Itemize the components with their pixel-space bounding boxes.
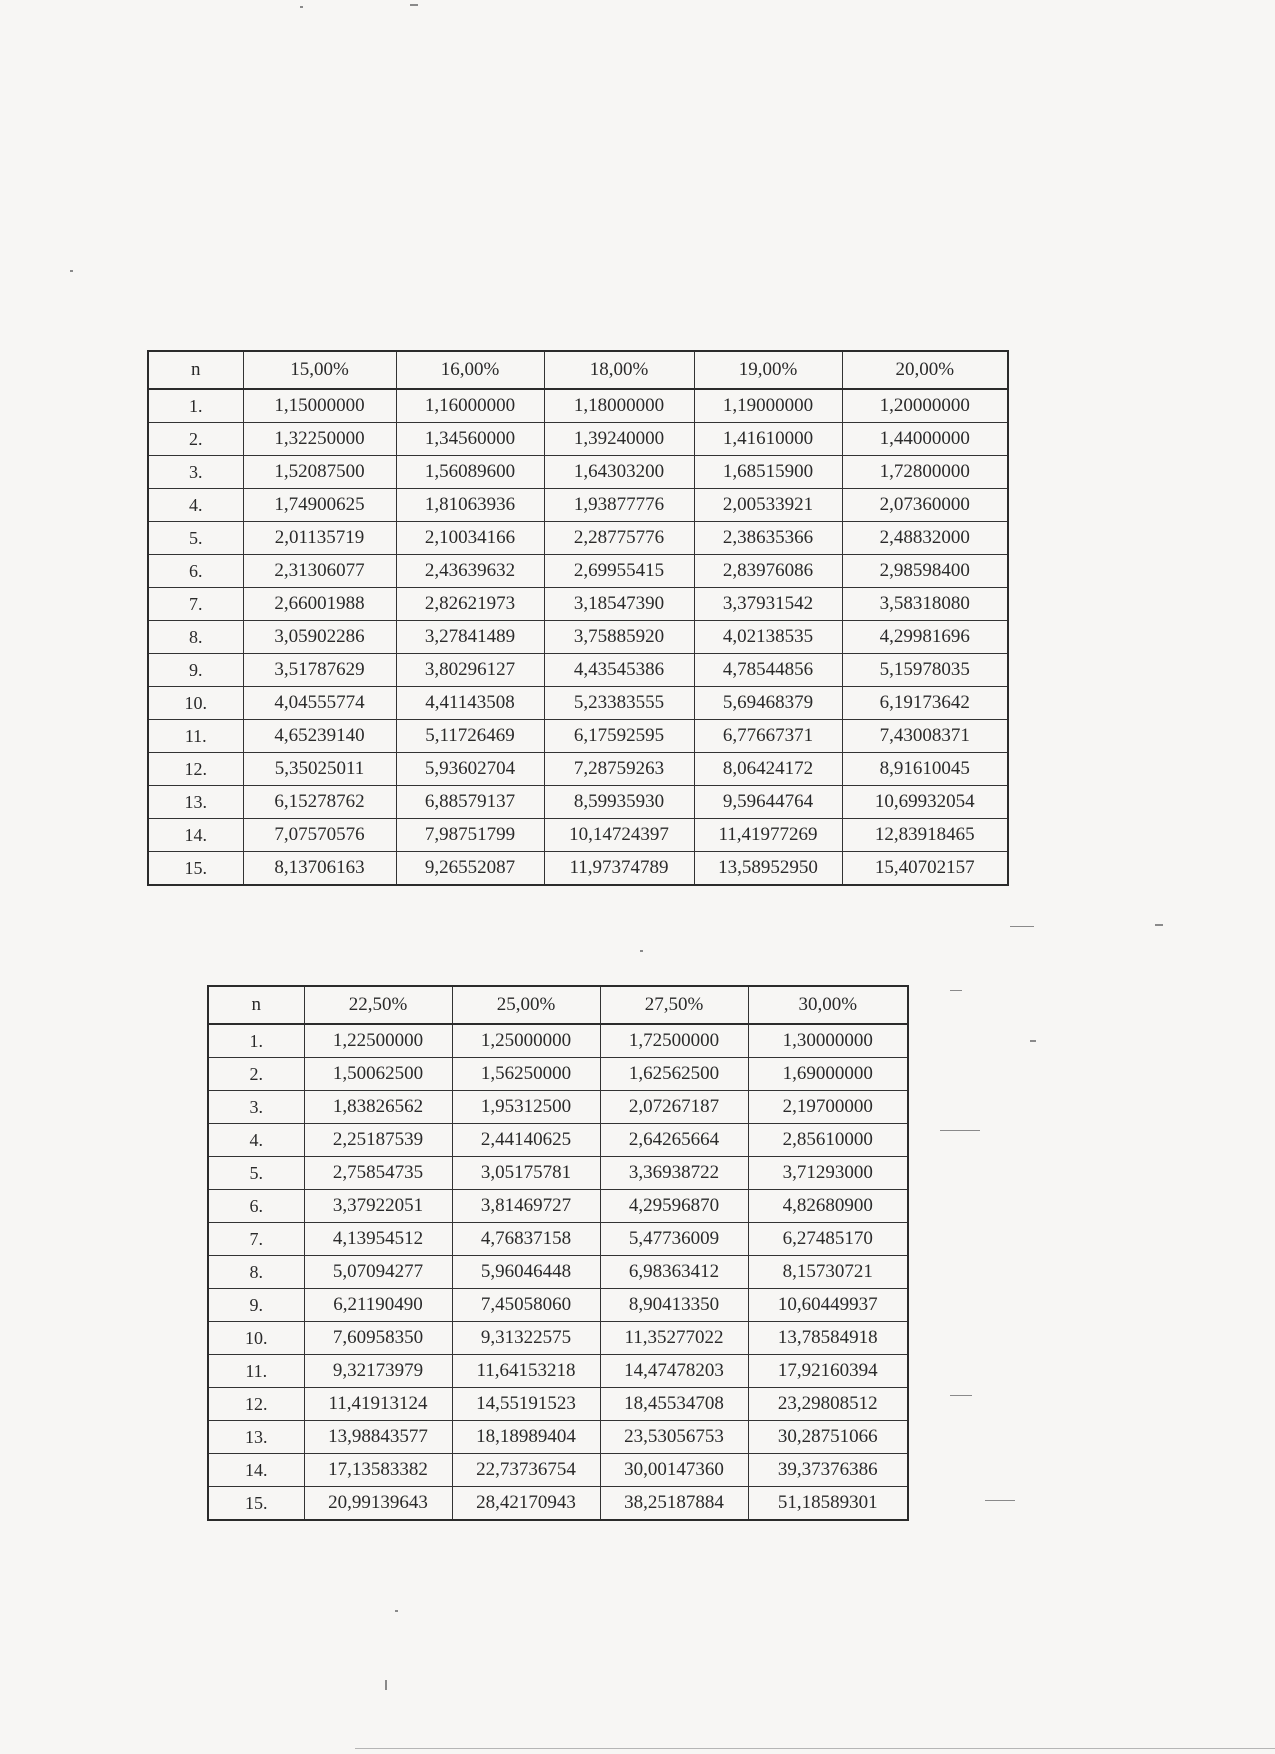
factor-cell: 1,83826562 bbox=[304, 1091, 452, 1124]
table-row bbox=[208, 1124, 908, 1157]
factor-cell: 2,98598400 bbox=[842, 555, 1008, 588]
factor-cell: 1,81063936 bbox=[396, 489, 544, 522]
table-row bbox=[208, 1024, 908, 1058]
factor-cell: 13,98843577 bbox=[304, 1421, 452, 1454]
period-cell: 8. bbox=[208, 1256, 304, 1289]
header-cell: 22,50% bbox=[304, 986, 452, 1024]
table-row bbox=[148, 389, 1008, 423]
factor-cell: 1,74900625 bbox=[243, 489, 396, 522]
factor-cell: 1,68515900 bbox=[694, 456, 842, 489]
factor-cell: 14,55191523 bbox=[452, 1388, 600, 1421]
period-cell: 7. bbox=[208, 1223, 304, 1256]
period-cell: 10. bbox=[208, 1322, 304, 1355]
factor-cell: 13,58952950 bbox=[694, 852, 842, 886]
factor-cell: 11,97374789 bbox=[544, 852, 694, 886]
factor-cell: 5,69468379 bbox=[694, 687, 842, 720]
factor-cell: 1,52087500 bbox=[243, 456, 396, 489]
compound-factor-table-2 bbox=[207, 985, 909, 1521]
factor-cell: 1,18000000 bbox=[544, 389, 694, 423]
factor-cell: 10,60449937 bbox=[748, 1289, 908, 1322]
header-cell: n bbox=[148, 351, 243, 389]
factor-cell: 2,66001988 bbox=[243, 588, 396, 621]
period-cell: 6. bbox=[148, 555, 243, 588]
factor-cell: 11,35277022 bbox=[600, 1322, 748, 1355]
factor-cell: 8,91610045 bbox=[842, 753, 1008, 786]
factor-cell: 4,78544856 bbox=[694, 654, 842, 687]
period-cell: 9. bbox=[148, 654, 243, 687]
factor-cell: 11,41913124 bbox=[304, 1388, 452, 1421]
table-row bbox=[148, 555, 1008, 588]
factor-cell: 1,72500000 bbox=[600, 1024, 748, 1058]
factor-cell: 3,81469727 bbox=[452, 1190, 600, 1223]
factor-cell: 3,51787629 bbox=[243, 654, 396, 687]
table-body bbox=[148, 389, 1008, 885]
factor-cell: 4,13954512 bbox=[304, 1223, 452, 1256]
factor-cell: 5,96046448 bbox=[452, 1256, 600, 1289]
factor-cell: 3,37931542 bbox=[694, 588, 842, 621]
factor-cell: 1,64303200 bbox=[544, 456, 694, 489]
factor-cell: 6,27485170 bbox=[748, 1223, 908, 1256]
factor-cell: 1,69000000 bbox=[748, 1058, 908, 1091]
table-header-row bbox=[208, 986, 908, 1024]
factor-cell: 4,82680900 bbox=[748, 1190, 908, 1223]
period-cell: 14. bbox=[148, 819, 243, 852]
period-cell: 5. bbox=[148, 522, 243, 555]
factor-cell: 3,71293000 bbox=[748, 1157, 908, 1190]
table-row bbox=[148, 621, 1008, 654]
factor-cell: 1,56089600 bbox=[396, 456, 544, 489]
table-row bbox=[148, 687, 1008, 720]
factor-cell: 2,85610000 bbox=[748, 1124, 908, 1157]
factor-cell: 3,80296127 bbox=[396, 654, 544, 687]
scan-speck bbox=[300, 6, 303, 8]
factor-cell: 3,05902286 bbox=[243, 621, 396, 654]
factor-cell: 5,47736009 bbox=[600, 1223, 748, 1256]
factor-cell: 4,29596870 bbox=[600, 1190, 748, 1223]
period-cell: 15. bbox=[148, 852, 243, 886]
header-cell: 27,50% bbox=[600, 986, 748, 1024]
header-cell: 15,00% bbox=[243, 351, 396, 389]
factor-cell: 51,18589301 bbox=[748, 1487, 908, 1521]
header-cell: 19,00% bbox=[694, 351, 842, 389]
period-cell: 2. bbox=[148, 423, 243, 456]
factor-cell: 17,13583382 bbox=[304, 1454, 452, 1487]
factor-cell: 1,72800000 bbox=[842, 456, 1008, 489]
period-cell: 11. bbox=[148, 720, 243, 753]
factor-cell: 3,18547390 bbox=[544, 588, 694, 621]
factor-cell: 3,58318080 bbox=[842, 588, 1008, 621]
factor-cell: 5,35025011 bbox=[243, 753, 396, 786]
table-body bbox=[208, 1024, 908, 1520]
factor-cell: 7,07570576 bbox=[243, 819, 396, 852]
period-cell: 8. bbox=[148, 621, 243, 654]
factor-cell: 2,25187539 bbox=[304, 1124, 452, 1157]
scan-speck bbox=[70, 270, 73, 272]
factor-cell: 1,30000000 bbox=[748, 1024, 908, 1058]
table-header-row bbox=[148, 351, 1008, 389]
table-row bbox=[208, 1223, 908, 1256]
table-row bbox=[148, 852, 1008, 886]
factor-cell: 5,07094277 bbox=[304, 1256, 452, 1289]
factor-cell: 1,44000000 bbox=[842, 423, 1008, 456]
table-row bbox=[208, 1058, 908, 1091]
factor-cell: 22,73736754 bbox=[452, 1454, 600, 1487]
factor-cell: 2,28775776 bbox=[544, 522, 694, 555]
header-cell: 20,00% bbox=[842, 351, 1008, 389]
period-cell: 13. bbox=[208, 1421, 304, 1454]
table-row bbox=[148, 786, 1008, 819]
factor-cell: 3,36938722 bbox=[600, 1157, 748, 1190]
factor-cell: 1,16000000 bbox=[396, 389, 544, 423]
factor-cell: 1,50062500 bbox=[304, 1058, 452, 1091]
factor-cell: 4,04555774 bbox=[243, 687, 396, 720]
factor-cell: 23,29808512 bbox=[748, 1388, 908, 1421]
table-row bbox=[148, 456, 1008, 489]
factor-cell: 1,22500000 bbox=[304, 1024, 452, 1058]
factor-cell: 30,00147360 bbox=[600, 1454, 748, 1487]
table-row bbox=[208, 1190, 908, 1223]
period-cell: 6. bbox=[208, 1190, 304, 1223]
factor-cell: 9,32173979 bbox=[304, 1355, 452, 1388]
scan-edge-line bbox=[355, 1748, 1275, 1749]
factor-cell: 1,62562500 bbox=[600, 1058, 748, 1091]
factor-cell: 1,15000000 bbox=[243, 389, 396, 423]
factor-cell: 8,90413350 bbox=[600, 1289, 748, 1322]
table-row bbox=[208, 1091, 908, 1124]
factor-cell: 4,29981696 bbox=[842, 621, 1008, 654]
table-row bbox=[208, 1454, 908, 1487]
factor-cell: 7,98751799 bbox=[396, 819, 544, 852]
table-row bbox=[148, 522, 1008, 555]
table-row bbox=[208, 1355, 908, 1388]
scan-speck bbox=[395, 1610, 398, 1612]
factor-cell: 1,34560000 bbox=[396, 423, 544, 456]
factor-cell: 11,41977269 bbox=[694, 819, 842, 852]
factor-cell: 30,28751066 bbox=[748, 1421, 908, 1454]
factor-cell: 17,92160394 bbox=[748, 1355, 908, 1388]
period-cell: 5. bbox=[208, 1157, 304, 1190]
factor-cell: 8,59935930 bbox=[544, 786, 694, 819]
factor-cell: 6,19173642 bbox=[842, 687, 1008, 720]
table-row bbox=[148, 588, 1008, 621]
period-cell: 12. bbox=[148, 753, 243, 786]
scan-speck bbox=[1030, 1040, 1036, 1042]
factor-cell: 18,45534708 bbox=[600, 1388, 748, 1421]
factor-cell: 5,93602704 bbox=[396, 753, 544, 786]
factor-cell: 1,41610000 bbox=[694, 423, 842, 456]
header-cell: 18,00% bbox=[544, 351, 694, 389]
factor-cell: 1,19000000 bbox=[694, 389, 842, 423]
factor-cell: 4,76837158 bbox=[452, 1223, 600, 1256]
factor-cell: 1,95312500 bbox=[452, 1091, 600, 1124]
scan-speck bbox=[640, 950, 643, 952]
factor-cell: 7,43008371 bbox=[842, 720, 1008, 753]
table-row bbox=[148, 720, 1008, 753]
period-cell: 3. bbox=[148, 456, 243, 489]
table-row bbox=[208, 1256, 908, 1289]
factor-cell: 1,25000000 bbox=[452, 1024, 600, 1058]
factor-cell: 11,64153218 bbox=[452, 1355, 600, 1388]
scan-speck bbox=[1155, 924, 1163, 926]
factor-cell: 6,21190490 bbox=[304, 1289, 452, 1322]
factor-cell: 3,75885920 bbox=[544, 621, 694, 654]
table-row bbox=[208, 1322, 908, 1355]
header-cell: 30,00% bbox=[748, 986, 908, 1024]
table-row bbox=[208, 1421, 908, 1454]
factor-cell: 1,32250000 bbox=[243, 423, 396, 456]
factor-cell: 2,69955415 bbox=[544, 555, 694, 588]
header-cell: 25,00% bbox=[452, 986, 600, 1024]
factor-cell: 5,23383555 bbox=[544, 687, 694, 720]
table-row bbox=[208, 1157, 908, 1190]
factor-cell: 20,99139643 bbox=[304, 1487, 452, 1521]
factor-cell: 4,43545386 bbox=[544, 654, 694, 687]
scan-speck bbox=[950, 990, 962, 991]
table-row bbox=[148, 489, 1008, 522]
period-cell: 12. bbox=[208, 1388, 304, 1421]
table-row bbox=[148, 819, 1008, 852]
factor-cell: 1,56250000 bbox=[452, 1058, 600, 1091]
factor-cell: 14,47478203 bbox=[600, 1355, 748, 1388]
factor-cell: 9,26552087 bbox=[396, 852, 544, 886]
factor-cell: 39,37376386 bbox=[748, 1454, 908, 1487]
scan-speck bbox=[985, 1500, 1015, 1501]
period-cell: 7. bbox=[148, 588, 243, 621]
factor-cell: 8,15730721 bbox=[748, 1256, 908, 1289]
period-cell: 15. bbox=[208, 1487, 304, 1521]
factor-cell: 5,11726469 bbox=[396, 720, 544, 753]
factor-cell: 5,15978035 bbox=[842, 654, 1008, 687]
factor-cell: 1,20000000 bbox=[842, 389, 1008, 423]
factor-cell: 10,69932054 bbox=[842, 786, 1008, 819]
factor-cell: 38,25187884 bbox=[600, 1487, 748, 1521]
scan-speck bbox=[950, 1395, 972, 1396]
period-cell: 13. bbox=[148, 786, 243, 819]
header-cell: n bbox=[208, 986, 304, 1024]
table-row bbox=[148, 423, 1008, 456]
factor-cell: 2,00533921 bbox=[694, 489, 842, 522]
table-row bbox=[208, 1487, 908, 1521]
factor-cell: 3,05175781 bbox=[452, 1157, 600, 1190]
factor-cell: 2,10034166 bbox=[396, 522, 544, 555]
factor-cell: 2,31306077 bbox=[243, 555, 396, 588]
factor-cell: 2,01135719 bbox=[243, 522, 396, 555]
table-row bbox=[208, 1289, 908, 1322]
scan-speck bbox=[940, 1130, 980, 1131]
factor-cell: 2,07360000 bbox=[842, 489, 1008, 522]
period-cell: 4. bbox=[208, 1124, 304, 1157]
factor-cell: 23,53056753 bbox=[600, 1421, 748, 1454]
factor-cell: 8,06424172 bbox=[694, 753, 842, 786]
factor-cell: 7,28759263 bbox=[544, 753, 694, 786]
scan-speck bbox=[385, 1680, 387, 1690]
factor-cell: 2,19700000 bbox=[748, 1091, 908, 1124]
factor-cell: 6,17592595 bbox=[544, 720, 694, 753]
factor-cell: 2,82621973 bbox=[396, 588, 544, 621]
factor-cell: 2,83976086 bbox=[694, 555, 842, 588]
factor-cell: 13,78584918 bbox=[748, 1322, 908, 1355]
factor-cell: 3,27841489 bbox=[396, 621, 544, 654]
factor-cell: 15,40702157 bbox=[842, 852, 1008, 886]
period-cell: 2. bbox=[208, 1058, 304, 1091]
period-cell: 4. bbox=[148, 489, 243, 522]
table-row bbox=[148, 753, 1008, 786]
factor-cell: 6,98363412 bbox=[600, 1256, 748, 1289]
factor-cell: 12,83918465 bbox=[842, 819, 1008, 852]
period-cell: 10. bbox=[148, 687, 243, 720]
factor-cell: 4,65239140 bbox=[243, 720, 396, 753]
period-cell: 1. bbox=[208, 1024, 304, 1058]
factor-cell: 6,88579137 bbox=[396, 786, 544, 819]
factor-cell: 2,44140625 bbox=[452, 1124, 600, 1157]
factor-cell: 28,42170943 bbox=[452, 1487, 600, 1521]
header-cell: 16,00% bbox=[396, 351, 544, 389]
factor-cell: 6,15278762 bbox=[243, 786, 396, 819]
factor-cell: 7,45058060 bbox=[452, 1289, 600, 1322]
factor-cell: 3,37922051 bbox=[304, 1190, 452, 1223]
scan-speck bbox=[1010, 926, 1034, 927]
factor-cell: 2,48832000 bbox=[842, 522, 1008, 555]
factor-cell: 1,39240000 bbox=[544, 423, 694, 456]
period-cell: 1. bbox=[148, 389, 243, 423]
factor-cell: 2,64265664 bbox=[600, 1124, 748, 1157]
period-cell: 3. bbox=[208, 1091, 304, 1124]
period-cell: 11. bbox=[208, 1355, 304, 1388]
table-row bbox=[148, 654, 1008, 687]
factor-cell: 10,14724397 bbox=[544, 819, 694, 852]
factor-cell: 9,59644764 bbox=[694, 786, 842, 819]
factor-cell: 18,18989404 bbox=[452, 1421, 600, 1454]
scan-speck bbox=[410, 4, 418, 6]
period-cell: 14. bbox=[208, 1454, 304, 1487]
table-row bbox=[208, 1388, 908, 1421]
factor-cell: 2,38635366 bbox=[694, 522, 842, 555]
factor-cell: 2,07267187 bbox=[600, 1091, 748, 1124]
factor-cell: 7,60958350 bbox=[304, 1322, 452, 1355]
factor-cell: 2,75854735 bbox=[304, 1157, 452, 1190]
factor-cell: 8,13706163 bbox=[243, 852, 396, 886]
compound-factor-table-1 bbox=[147, 350, 1009, 886]
period-cell: 9. bbox=[208, 1289, 304, 1322]
factor-cell: 6,77667371 bbox=[694, 720, 842, 753]
factor-cell: 9,31322575 bbox=[452, 1322, 600, 1355]
factor-cell: 2,43639632 bbox=[396, 555, 544, 588]
factor-cell: 4,41143508 bbox=[396, 687, 544, 720]
factor-cell: 1,93877776 bbox=[544, 489, 694, 522]
factor-cell: 4,02138535 bbox=[694, 621, 842, 654]
